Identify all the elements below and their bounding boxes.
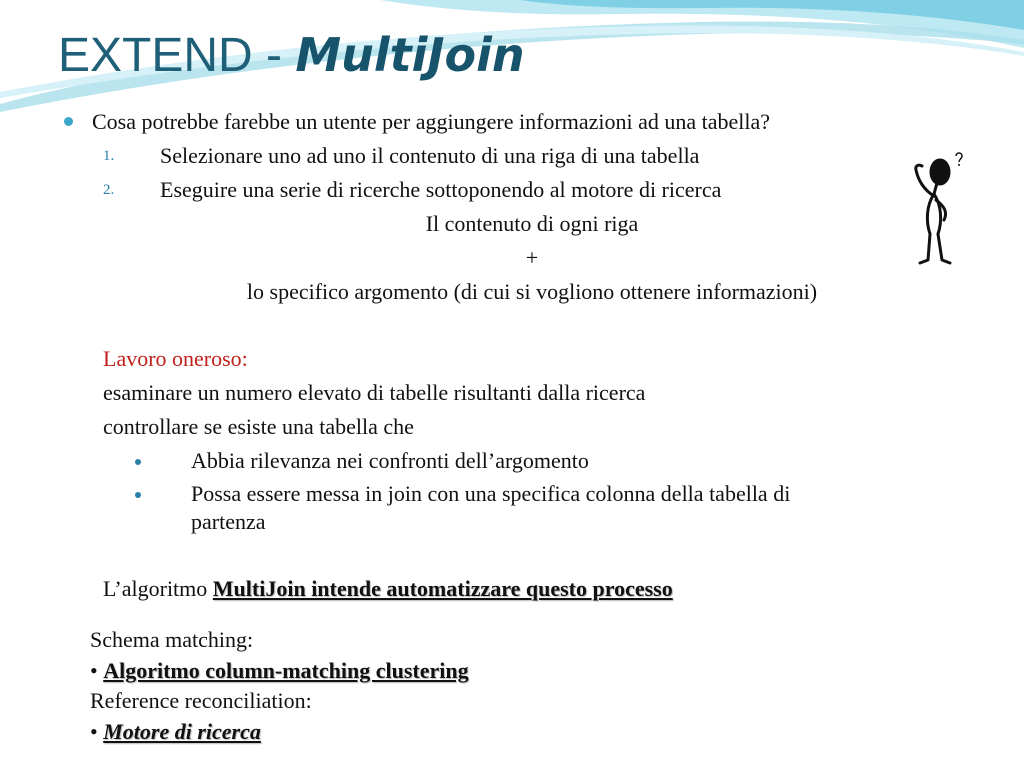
workload-heading: Lavoro oneroso: [103, 346, 248, 371]
workload-bullet: Possa essere messa in join con una specifica colonna della tabella di [191, 481, 791, 506]
bullet-icon [64, 117, 73, 126]
step-number: 1. [103, 148, 115, 164]
workload-bullet: Abbia rilevanza nei confronti dell’argomento [191, 448, 589, 473]
workload-bullet-continued: partenza [191, 509, 266, 534]
thinking-person-icon [904, 150, 972, 272]
algorithm-line [103, 576, 673, 602]
schema-bullet-line [90, 658, 469, 684]
step-text: Selezionare uno ad uno il contenuto di una riga di una tabella [160, 143, 700, 168]
title-plain: EXTEND - [58, 29, 296, 82]
question-text: Cosa potrebbe farebbe un utente per aggiungere informazioni ad una tabella? [92, 109, 771, 134]
reference-bullet-link[interactable]: Motore di ricerca [103, 719, 261, 744]
schema-bullet-mark: • [90, 719, 104, 744]
schema-heading: Schema matching: [90, 627, 254, 652]
reference-bullet-line [90, 719, 261, 745]
reference-heading: Reference reconciliation: [90, 688, 312, 713]
algorithm-emphasis: MultiJoin intende automatizzare questo processo [212, 576, 673, 601]
schema-bullet-mark: • [90, 658, 104, 683]
bullet-icon [135, 459, 141, 465]
centered-line: Il contenuto di ogni riga [425, 211, 639, 236]
title-italic: MultiJoin [295, 28, 525, 82]
algorithm-prefix: L’algoritmo [103, 576, 213, 601]
step-text: Eseguire una serie di ricerche sottoponendo al motore di ricerca [160, 177, 722, 202]
slide-title [58, 28, 525, 83]
bullet-icon [135, 492, 141, 498]
schema-bullet-link[interactable]: Algoritmo column-matching clustering [103, 658, 469, 683]
centered-line: lo specifico argomento (di cui si vogliono ottenere informazioni) [246, 279, 818, 304]
workload-line: esaminare un numero elevato di tabelle risultanti dalla ricerca [103, 380, 646, 405]
step-number: 2. [103, 182, 115, 198]
plus-sign: + [525, 245, 539, 270]
workload-line: controllare se esiste una tabella che [103, 414, 414, 439]
